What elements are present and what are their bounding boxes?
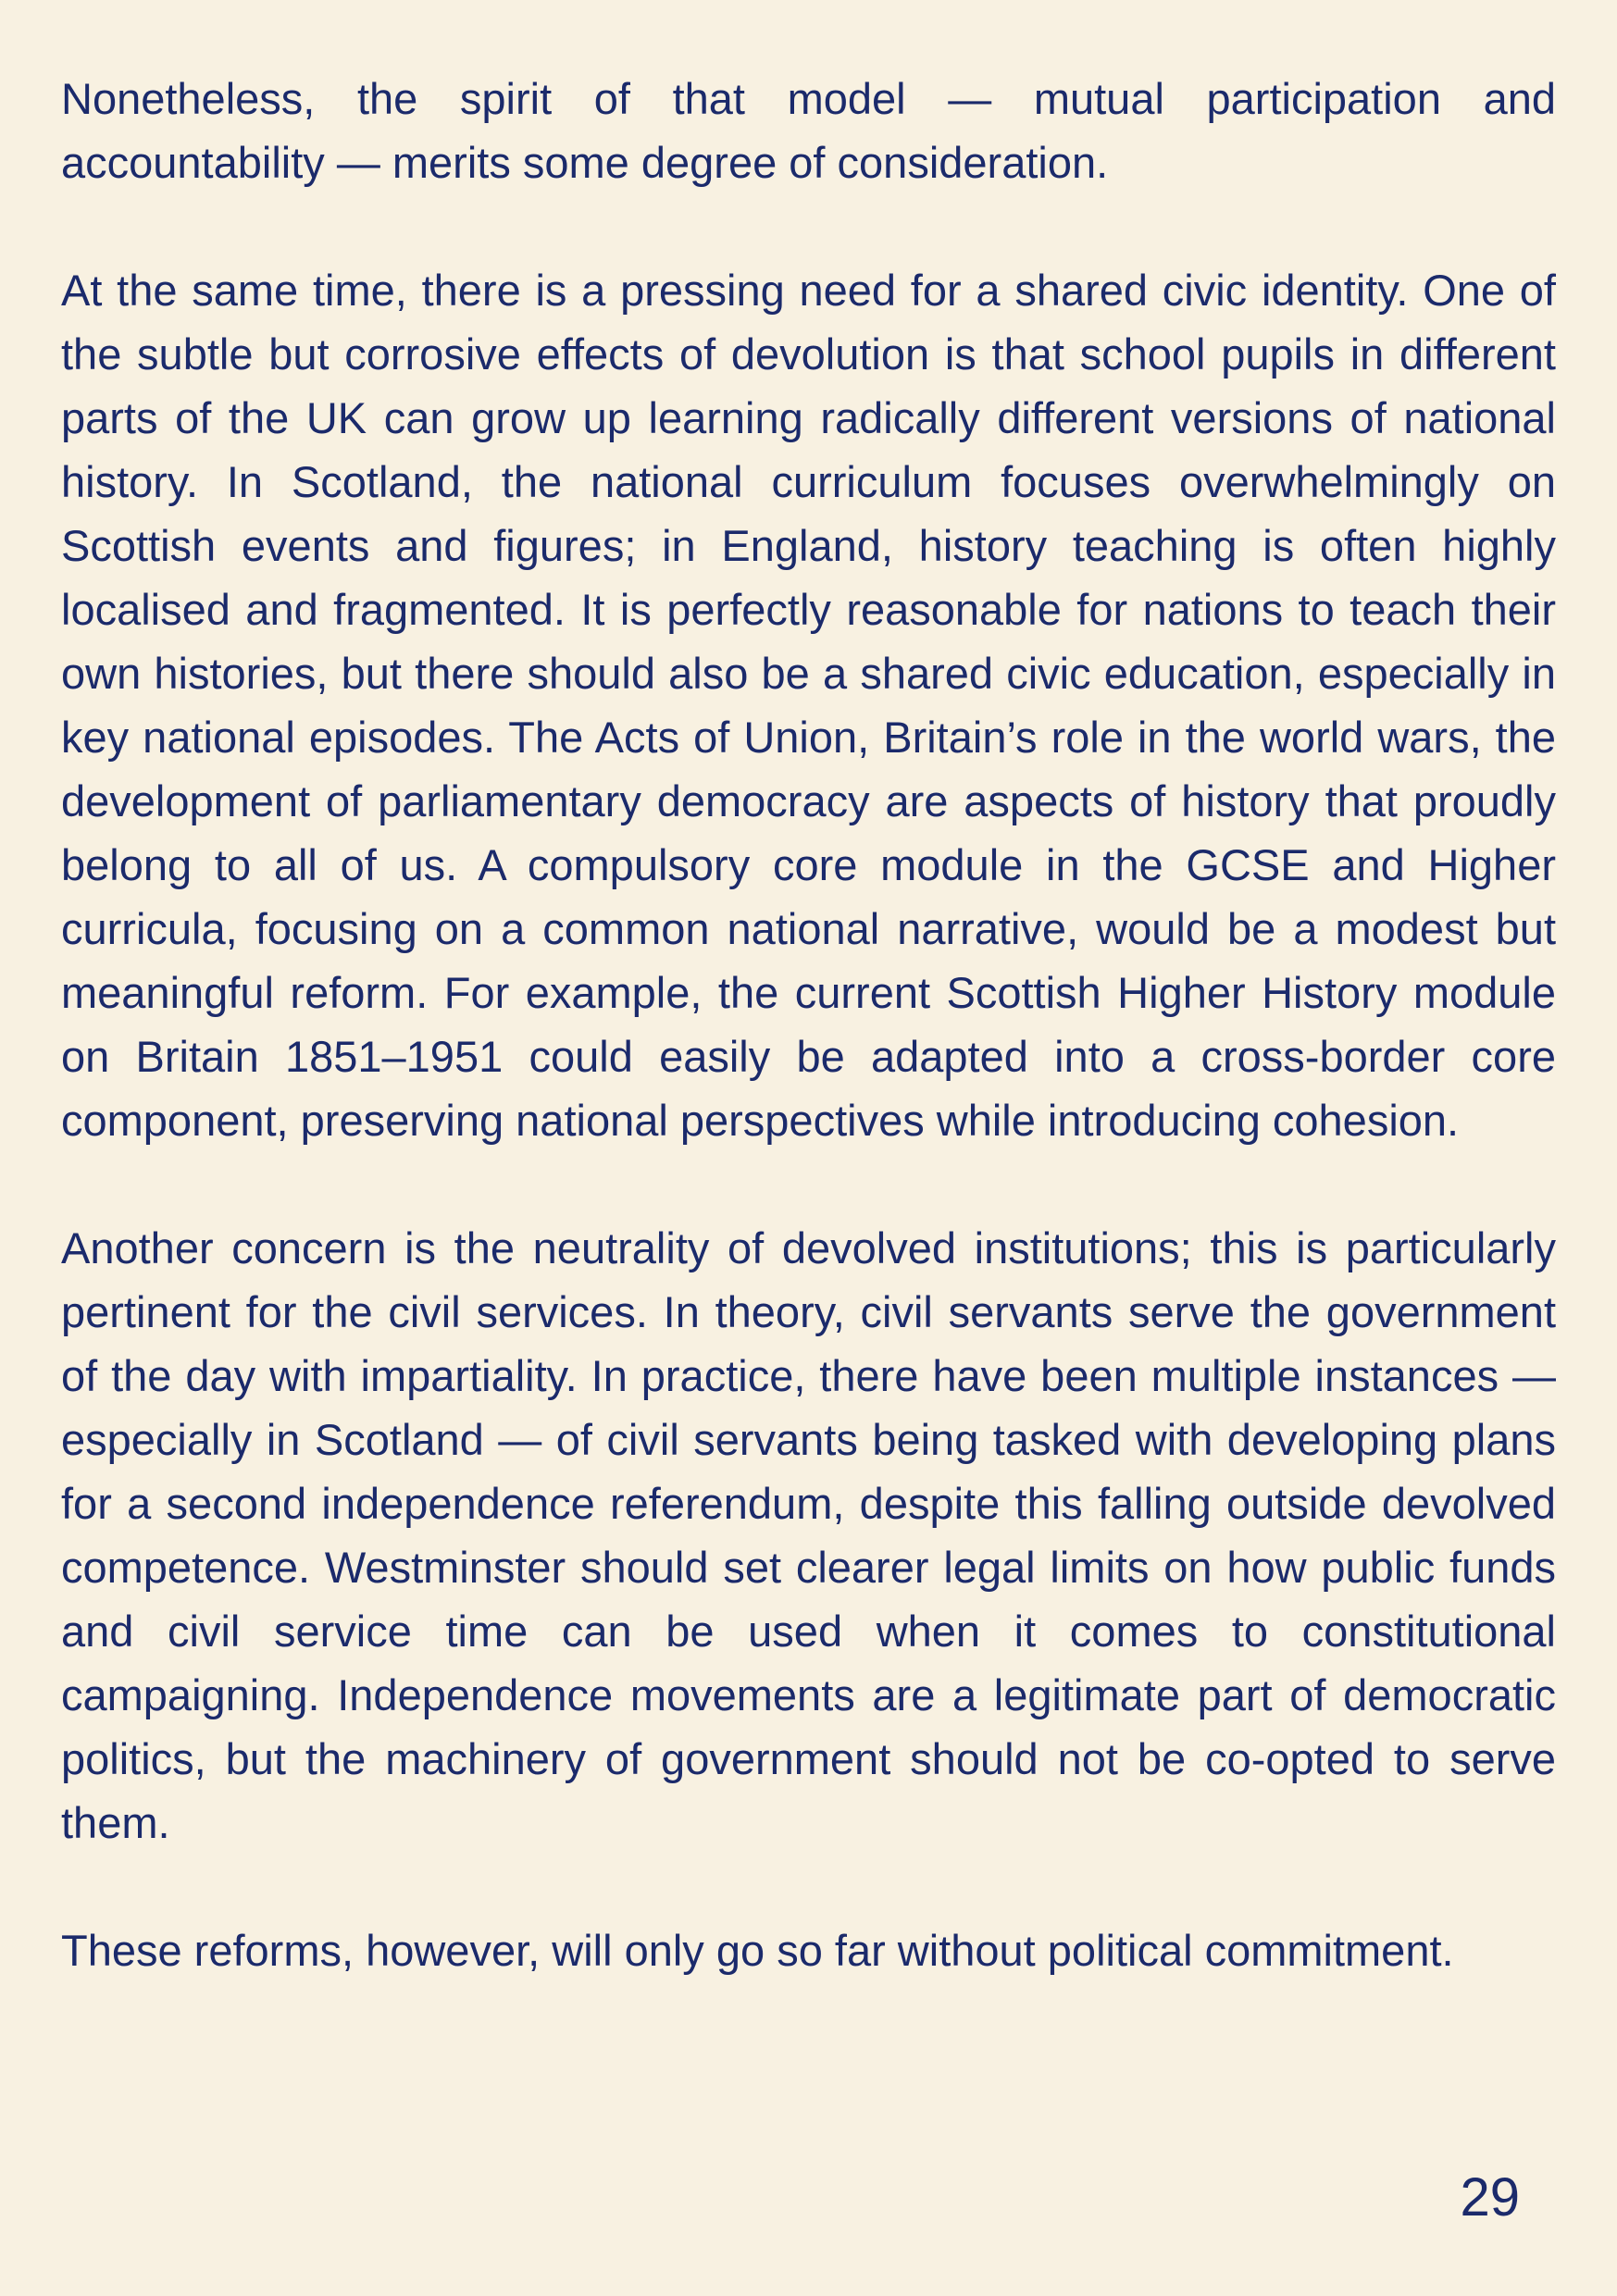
page-number: 29: [1460, 2167, 1520, 2228]
paragraph: At the same time, there is a pressing need for a shared civic identity. One of the subtle but corrosive effects of devolution is that school pupils in different parts of the UK can grow up learning radically different versions of national history. In Scotland, the national curriculum focuses overwhelmingly on Scottish events and figures; in England, history teaching is often highly localised and fragmented. It is perfectly reasonable for nations to teach their own histories, but there should also be a shared civic education, especially in key national episodes. The Acts of Union, Britain’s role in the world wars, the development of parliamentary democracy are aspects of history that proudly belong to all of us. A compulsory core module in the GCSE and Higher curricula, focusing on a common national narrative, would be a modest but meaningful reform. For example, the current Scottish Higher History module on Britain 1851–1951 could easily be adapted into a cross-border core component, preserving national perspectives while introducing cohesion.: [61, 266, 1556, 1145]
paragraph: Another concern is the neutrality of devolved institutions; this is particularly pertinent for the civil services. In theory, civil servants serve the government of the day with impartiality. In practice, there have been multiple instances — especially in Scotland — of civil servants being tasked with developing plans for a second independence referendum, despite this falling outside devolved competence. Westminster should set clearer legal limits on how public funds and civil service time can be used when it comes to constitutional campaigning. Independence movements are a legitimate part of democratic politics, but the machinery of government should not be co-opted to serve them.: [61, 1223, 1556, 1847]
document-body: [61, 67, 1556, 1982]
paragraph: These reforms, however, will only go so far without political commitment.: [61, 1926, 1454, 1975]
paragraph: Nonetheless, the spirit of that model — mutual participation and accountability — merits some degree of consideration.: [61, 74, 1556, 187]
